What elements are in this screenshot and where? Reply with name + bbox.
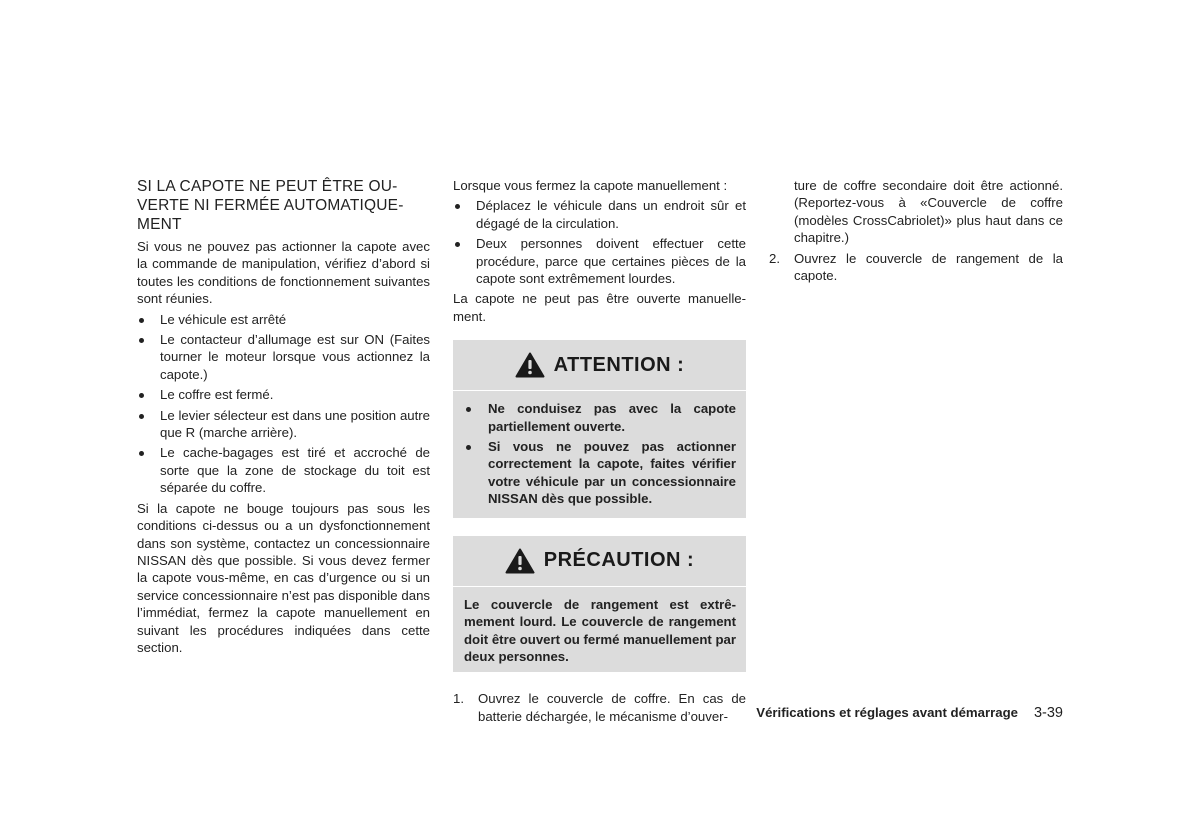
step-text: Ouvrez le couvercle de coffre. En cas de batterie déchargée, le mécanisme d’ouver-	[478, 691, 746, 724]
heading-line-1: SI LA CAPOTE NE PEUT ÊTRE OU-	[137, 178, 398, 195]
step-number: 1.	[453, 691, 464, 707]
heading-line-2: VERTE NI FERMÉE AUTOMATIQUE-	[137, 197, 404, 214]
list-item: Déplacez le véhicule dans un endroit sûr et dégagé de la circulation.	[453, 197, 746, 232]
steps-list	[453, 690, 746, 725]
column-2	[453, 177, 746, 728]
step-item	[769, 250, 1063, 285]
attention-header	[453, 340, 746, 390]
column-1	[137, 177, 430, 659]
step-text: Ouvrez le couvercle de rangement de la capote.	[794, 250, 1063, 284]
precaution-title: PRÉCAUTION :	[543, 548, 695, 571]
section-heading	[137, 177, 430, 234]
list-item: Le contacteur d’allumage est sur ON (Faites tourner le moteur lorsque vous actionnez la capote.)	[137, 331, 430, 383]
step-item	[453, 690, 746, 725]
page-number: 3-39	[1033, 705, 1063, 721]
list-item: Le levier sélecteur est dans une position autre que R (marche arrière).	[137, 407, 430, 442]
step-continuation: ture de coffre secondaire doit être actionné. (Reportez-vous à «Couvercle de coffre (modèles CrossCabriolet)» plus haut dans ce chapitre.)	[794, 178, 1063, 246]
list-item: Deux personnes doivent effectuer cette procédure, parce que certaines pièces de la capote sont extrêmement lourdes.	[453, 235, 746, 287]
list-item: Le coffre est fermé.	[137, 386, 430, 403]
footer-section-title: Vérifications et réglages avant démarrage	[756, 705, 1018, 720]
attention-list	[464, 400, 736, 507]
page-footer	[756, 705, 1063, 721]
conditions-list	[137, 311, 430, 497]
precaution-text: Le couvercle de rangement est extrêmement lourd. Le couvercle de rangement doit être ouvert ou fermé manuellement par deux personnes.	[464, 596, 736, 664]
steps-list-continued	[769, 250, 1063, 285]
precaution-body	[453, 586, 746, 673]
warning-triangle-icon	[505, 548, 535, 574]
manual-close-list	[453, 197, 746, 287]
manual-close-intro: Lorsque vous fermez la capote manuellement :	[453, 178, 728, 193]
manual-open-note: La capote ne peut pas être ouverte manuellement.	[453, 291, 746, 324]
list-item: Le véhicule est arrêté	[137, 311, 430, 328]
step-number: 2.	[769, 250, 780, 266]
precaution-box	[453, 536, 746, 673]
attention-box	[453, 340, 746, 517]
warning-triangle-icon	[515, 352, 545, 378]
column-3	[769, 177, 1063, 287]
attention-body	[453, 390, 746, 517]
list-item: Le cache-bagages est tiré et accroché de sorte que la zone de stockage du toit est séparée du coffre.	[137, 444, 430, 496]
list-item: Si vous ne pouvez pas actionner correctement la capote, faites vérifier votre véhicule par un concessionnaire NISSAN dès que possible.	[464, 438, 736, 508]
heading-line-3: MENT	[137, 216, 182, 233]
intro-paragraph: Si vous ne pouvez pas actionner la capote avec la commande de manipulation, vérifiez d’abord si toutes les conditions de fonctionnement suivantes sont réunies.	[137, 239, 430, 307]
list-item: Ne conduisez pas avec la capote partiellement ouverte.	[464, 400, 736, 435]
attention-title: ATTENTION :	[553, 353, 685, 376]
precaution-header	[453, 536, 746, 586]
outro-paragraph: Si la capote ne bouge toujours pas sous les conditions ci-dessus ou a un dysfonctionnement dans son système, contactez un concessionnaire NISSAN dès que possible. Si vous devez fermer la capote vous-même, en cas d’urgence ou si un service concessionnaire n’est pas disponible dans l’immédiat, fermez la capote manuellement en suivant les procédures indiquées dans cette section.	[137, 500, 430, 655]
